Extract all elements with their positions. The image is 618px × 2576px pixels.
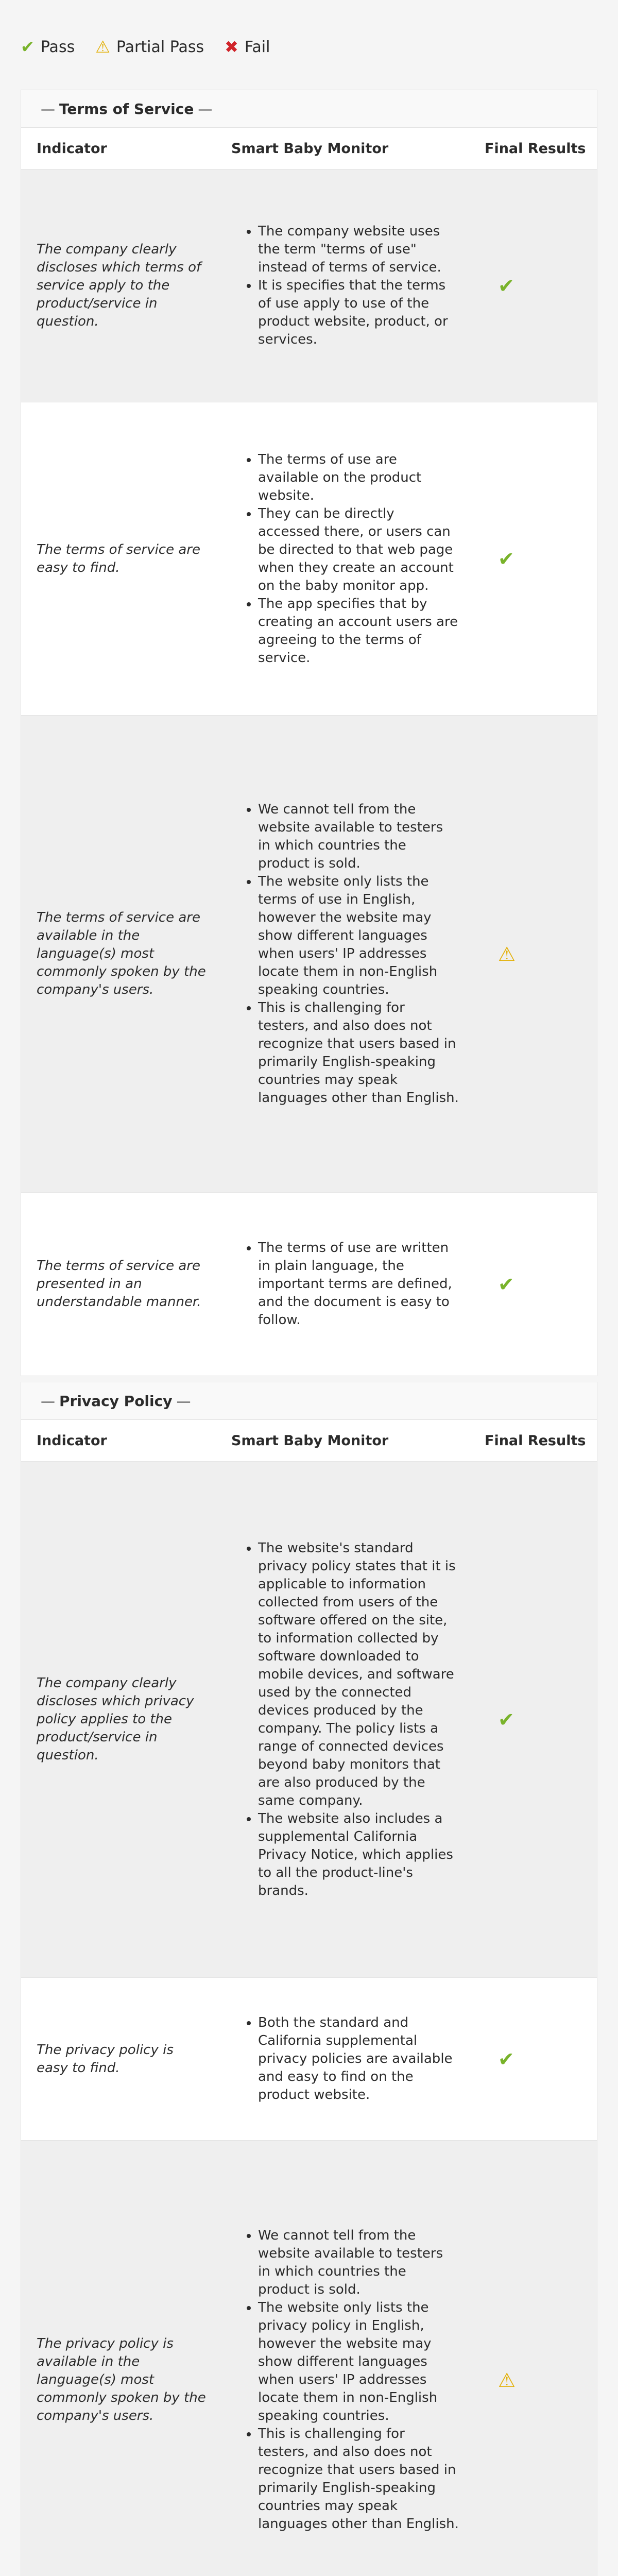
findings-list <box>217 1539 467 1900</box>
indicator-text: The terms of service are available in the language(s) most commonly spoken by the company's users. <box>37 910 206 997</box>
table-row <box>21 1977 597 2140</box>
legend-pass-label: Pass <box>40 38 75 56</box>
legend-pass <box>21 37 75 57</box>
findings-list <box>217 223 467 349</box>
findings-cell <box>217 1239 467 1329</box>
partial-warning-icon: ⚠ <box>498 942 516 965</box>
pass-check-icon: ✔ <box>498 1273 514 1296</box>
finding-item: • We cannot tell from the website available to testers in which countries the product is sold. <box>258 801 467 873</box>
partial-warning-icon: ⚠ <box>498 2368 516 2392</box>
findings-cell <box>217 801 467 1107</box>
indicator-text: The terms of service are easy to find. <box>37 541 200 575</box>
findings-cell <box>217 1539 467 1900</box>
table-row <box>21 1461 597 1977</box>
table-row <box>21 2140 597 2576</box>
findings-list <box>217 451 467 667</box>
legend <box>21 37 290 57</box>
section-title <box>21 90 597 127</box>
header-product: Smart Baby Monitor <box>231 140 389 157</box>
finding-item: • This is challenging for testers, and also does not recognize that users based in primarily English-speaking countries may speak languages other than English. <box>258 999 467 1107</box>
dash-decoration: — <box>41 1392 55 1410</box>
findings-cell <box>217 451 467 667</box>
table-row <box>21 169 597 402</box>
check-icon: ✔ <box>21 37 35 57</box>
finding-item: • They can be directly accessed there, or users can be directed to that web page when they create an account on the baby monitor app. <box>258 505 467 595</box>
dash-decoration: — <box>198 100 213 117</box>
pass-check-icon: ✔ <box>498 1708 514 1731</box>
finding-item: • This is challenging for testers, and also does not recognize that users based in primarily English-speaking countries may speak languages other than English. <box>258 2425 467 2533</box>
section-title-text: Terms of Service <box>59 100 194 117</box>
header-final-results: Final Results <box>485 140 586 157</box>
finding-item: • It is specifies that the terms of use apply to use of the product website, product, or services. <box>258 277 467 349</box>
dash-decoration: — <box>176 1392 191 1410</box>
table-row <box>21 1192 597 1376</box>
section-privacy-policy <box>21 1382 597 2576</box>
cross-icon: ✖ <box>225 37 238 57</box>
pass-check-icon: ✔ <box>498 2047 514 2071</box>
findings-cell <box>217 2227 467 2533</box>
finding-item: • The website only lists the privacy policy in English, however the website may show different languages when users' IP addresses locate them in non-English speaking countries. <box>258 2299 467 2425</box>
finding-item: • The terms of use are available on the product website. <box>258 451 467 505</box>
finding-item: • The terms of use are written in plain language, the important terms are defined, and the document is easy to follow. <box>258 1239 467 1329</box>
indicator-text: The terms of service are presented in an understandable manner. <box>37 1258 201 1310</box>
pass-check-icon: ✔ <box>498 547 514 570</box>
pass-check-icon: ✔ <box>498 274 514 297</box>
finding-item: • The website also includes a supplemental California Privacy Notice, which applies to all the product-line's brands. <box>258 1810 467 1900</box>
findings-list <box>217 2014 467 2104</box>
findings-cell <box>217 2014 467 2104</box>
table-header <box>21 127 597 169</box>
finding-item: • We cannot tell from the website available to testers in which countries the product is sold. <box>258 2227 467 2299</box>
indicator-text: The company clearly discloses which privacy policy applies to the product/service in question. <box>37 1675 194 1763</box>
finding-item: • Both the standard and California supplemental privacy policies are available and easy to find on the product website. <box>258 2014 467 2104</box>
legend-partial-label: Partial Pass <box>116 38 204 56</box>
finding-item: • The website only lists the terms of use in English, however the website may show different languages when users' IP addresses locate them in non-English speaking countries. <box>258 873 467 999</box>
findings-cell <box>217 223 467 349</box>
legend-fail <box>225 37 270 57</box>
legend-partial <box>95 37 204 57</box>
findings-list <box>217 2227 467 2533</box>
header-product: Smart Baby Monitor <box>231 1432 389 1449</box>
header-indicator: Indicator <box>37 1432 107 1449</box>
section-title <box>21 1382 597 1419</box>
header-final-results: Final Results <box>485 1432 586 1449</box>
indicator-text: The privacy policy is easy to find. <box>37 2042 174 2076</box>
dash-decoration: — <box>41 100 55 117</box>
finding-item: • The app specifies that by creating an account users are agreeing to the terms of service. <box>258 595 467 667</box>
header-indicator: Indicator <box>37 140 107 157</box>
legend-fail-label: Fail <box>244 38 270 56</box>
findings-list <box>217 1239 467 1329</box>
findings-list <box>217 801 467 1107</box>
table-header <box>21 1419 597 1461</box>
finding-item: • The company website uses the term "terms of use" instead of terms of service. <box>258 223 467 277</box>
table-row <box>21 715 597 1192</box>
section-title-text: Privacy Policy <box>59 1392 173 1410</box>
section-terms-of-service <box>21 90 597 1376</box>
indicator-text: The company clearly discloses which terms of service apply to the product/service in question. <box>37 242 201 329</box>
warning-icon: ⚠ <box>95 37 110 57</box>
indicator-text: The privacy policy is available in the language(s) most commonly spoken by the company's users. <box>37 2336 206 2424</box>
finding-item: • The website's standard privacy policy states that it is applicable to information collected from users of the software offered on the site, to information collected by software downloaded to mobile devices, and software used by the connected devices produced by the company. The policy lists a range of connected devices beyond baby monitors that are also produced by the same company. <box>258 1539 467 1810</box>
table-row <box>21 402 597 715</box>
